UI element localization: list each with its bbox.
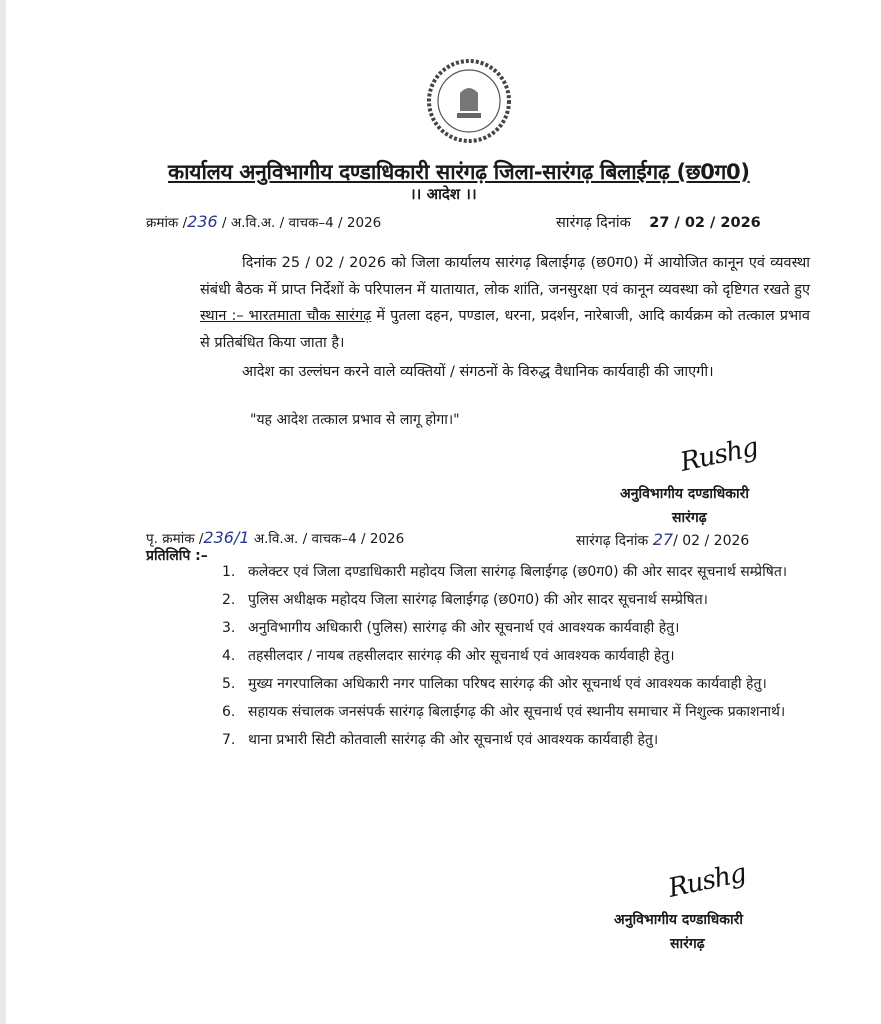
order-paragraph-1 (200, 250, 810, 356)
item-text: मुख्य नगरपालिका अधिकारी नगर पालिका परिषद सारंगढ़ की ओर सूचनार्थ एवं आवश्यक कार्यवाही हेतु। (248, 676, 767, 692)
copy-ref-suffix: अ.वि.अ. / वाचक–4 / 2026 (253, 531, 405, 547)
item-text: सहायक संचालक जनसंपर्क सारंगढ़ बिलाईगढ़ की ओर सूचनार्थ एवं स्थानीय समाचार में निशुल्क प्रकाशनार्थ। (248, 704, 786, 720)
signatory-place: सारंगढ़ (672, 510, 707, 526)
item-number: 1. (222, 564, 236, 580)
copy-date-day: 27 (652, 530, 674, 549)
copy-ref-number: 236/1 (203, 528, 250, 547)
date-value: 27 / 02 / 2026 (649, 215, 761, 231)
order-quote: "यह आदेश तत्काल प्रभाव से लागू होगा।" (250, 412, 460, 428)
item-number: 4. (222, 648, 236, 664)
item-number: 5. (222, 676, 236, 692)
item-number: 7. (222, 732, 236, 748)
reference-prefix: क्रमांक / (146, 215, 188, 231)
reference-number: 236 (187, 212, 218, 231)
item-text: थाना प्रभारी सिटी कोतवाली सारंगढ़ की ओर सूचनार्थ एवं आवश्यक कार्यवाही हेतु। (248, 732, 659, 748)
signature-1 (677, 432, 761, 478)
copy-date-rest: / 02 / 2026 (673, 533, 750, 549)
order-date (556, 212, 761, 232)
list-item (222, 562, 810, 583)
item-number: 2. (222, 592, 236, 608)
signatory-designation-2: अनुविभागीय दण्डाधिकारी (614, 912, 744, 928)
office-title: कार्यालय अनुविभागीय दण्डाधिकारी सारंगढ़ जिला-सारंगढ़ बिलाईगढ़ (छ0ग0) (168, 160, 750, 184)
list-item (222, 674, 810, 695)
para2-text: आदेश का उल्लंघन करने वाले व्यक्तियों / संगठनों के विरुद्ध वैधानिक कार्यवाही की जाएगी। (242, 364, 714, 380)
signatory-place-2: सारंगढ़ (670, 936, 705, 952)
item-text: कलेक्टर एवं जिला दण्डाधिकारी महोदय जिला सारंगढ़ बिलाईगढ़ (छ0ग0) की ओर सादर सूचनार्थ सम्प्रेषित। (248, 564, 788, 580)
item-text: अनुविभागीय अधिकारी (पुलिस) सारंगढ़ की ओर सूचनार्थ एवं आवश्यक कार्यवाही हेतु। (248, 620, 680, 636)
signature-text: Rushg (665, 858, 749, 904)
order-reference (146, 212, 381, 231)
place-location: स्थान :– भारतमाता चौक सारंगढ़ (200, 308, 372, 324)
page-edge (0, 0, 6, 1024)
para1-text: दिनांक 25 / 02 / 2026 को जिला कार्यालय सारंगढ़ बिलाईगढ़ (छ0ग0) में आयोजित कानून एवं व्यवस्था संबंधी बैठक में प्राप्त निर्देशों के परिपालन में यातायात, लोक शांति, जनसुरक्षा एवं कानून व्यवस्था को दृष्टिगत रखते हुए (200, 255, 810, 298)
item-text: तहसीलदार / नायब तहसीलदार सारंगढ़ की ओर सूचनार्थ एवं आवश्यक कार्यवाही हेतु। (248, 648, 675, 664)
order-paragraph-2 (200, 359, 810, 386)
list-item (222, 702, 810, 723)
copy-heading: प्रतिलिपि :– (146, 548, 208, 564)
order-heading: ।। आदेश ।। (410, 185, 477, 203)
government-seal-icon (420, 58, 518, 144)
copy-ref-prefix: पृ. क्रमांक / (146, 531, 204, 547)
date-label: सारंगढ़ दिनांक (556, 215, 631, 231)
item-text: पुलिस अधीक्षक महोदय जिला सारंगढ़ बिलाईगढ़ (छ0ग0) की ओर सादर सूचनार्थ सम्प्रेषित। (248, 592, 708, 608)
signature-2 (665, 858, 749, 904)
list-item (222, 590, 810, 611)
copy-reference (146, 528, 404, 547)
item-number: 6. (222, 704, 236, 720)
list-item (222, 730, 810, 751)
copy-date-label: सारंगढ़ दिनांक (576, 533, 649, 549)
signature-text: Rushg (677, 432, 761, 478)
item-number: 3. (222, 620, 236, 636)
list-item (222, 618, 810, 639)
copy-recipient-list (222, 562, 810, 758)
signatory-designation: अनुविभागीय दण्डाधिकारी (620, 486, 750, 502)
copy-date (576, 530, 749, 550)
reference-suffix: / अ.वि.अ. / वाचक–4 / 2026 (222, 215, 382, 231)
list-item (222, 646, 810, 667)
para1-text-end: में पुतला दहन, पण्डाल, धरना, प्रदर्शन, नारेबाजी, आदि कार्यक्रम को तत्काल प्रभाव से प्रतिबंधित किया जाता है। (200, 308, 810, 351)
